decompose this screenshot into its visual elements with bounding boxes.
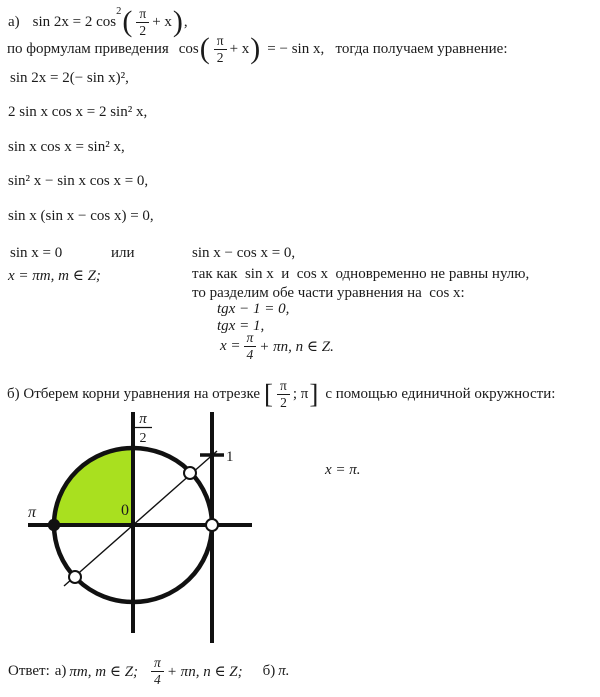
label-pi-over-2-den: 2 (139, 431, 147, 446)
equation-step-2: 2 sin x cos x = 2 sin² x, (8, 104, 148, 120)
reduction-line (7, 31, 508, 67)
interval-end: ; π (292, 385, 309, 402)
reduction-mid: + x (229, 40, 250, 57)
fraction-pi-over-2: $\frac{\pi}{2}$ (214, 33, 227, 64)
eq-a-comma: , (183, 13, 188, 30)
point-zero (206, 519, 218, 531)
note-line-1: так как sin x и cos x одновременно не равны нулю, (192, 266, 530, 282)
case-or-word: или (111, 245, 135, 261)
reduction-intro: по формулам приведения (7, 40, 169, 57)
equation-step-3: sin x cos x = sin² x, (8, 139, 125, 155)
equation-step-1: sin 2x = 2(− sin x)², (10, 70, 129, 86)
eq-a-pre: sin 2x = 2 cos (32, 13, 117, 30)
equation-step-5: sin x (sin x − cos x) = 0, (8, 208, 154, 224)
open-bracket: [ (264, 378, 274, 409)
answer-a-label: а) (54, 662, 67, 679)
solution-right-pre: x = (220, 337, 241, 354)
case-right-equation: sin x − cos x = 0, (192, 245, 296, 261)
note-line-2: то разделим обе части уравнения на cos x: (192, 285, 465, 301)
open-paren: ( (122, 5, 133, 38)
part-b-intro: б) Отберем корни уравнения на отрезке (7, 385, 261, 402)
close-bracket: ] (309, 378, 319, 409)
selected-root-note: x = π. (325, 462, 361, 478)
fraction-pi-over-2: $\frac{\pi}{2}$ (277, 378, 290, 409)
fraction-pi-over-2: $\frac{\pi}{2}$ (136, 6, 149, 37)
solution-left: x = πm, m ∈ Z; (8, 268, 101, 284)
point-5pi-over-4 (69, 571, 81, 583)
open-paren: ( (199, 32, 210, 65)
answer-a-value: πm, m ∈ Z; (69, 663, 139, 680)
point-pi-over-4 (184, 467, 196, 479)
close-paren: ) (172, 5, 183, 38)
fraction-pi-over-4: $\frac{\pi}{4}$ (151, 655, 164, 686)
eq-a-mid: + x (152, 13, 172, 30)
solution-right (220, 329, 334, 363)
case-left-equation: sin x = 0 (10, 245, 63, 261)
reduction-result: = − sin x, тогда получаем уравнение: (267, 40, 508, 57)
label-pi: π (28, 504, 37, 521)
label-one: 1 (226, 449, 234, 465)
label-pi-over-2-num: π (139, 411, 147, 427)
reduction-cos: cos (178, 40, 199, 57)
fraction-pi-over-4: $\frac{\pi}{4}$ (244, 330, 257, 361)
answer-line (8, 652, 290, 690)
answer-a-value-2: + πn, n ∈ Z; (166, 663, 243, 680)
tangent-equation-1: tgx − 1 = 0, (217, 301, 290, 317)
solution-right-post: + πn, n ∈ Z. (259, 338, 334, 355)
close-paren: ) (250, 32, 261, 65)
answer-label: Ответ: (8, 662, 50, 679)
eq-a-exponent: 2 (116, 6, 122, 17)
answer-b-value: π. (278, 662, 290, 679)
label-origin: 0 (121, 502, 129, 519)
unit-circle-diagram (18, 405, 348, 650)
tangent-equation-2: tgx = 1, (217, 318, 265, 334)
part-a-label: а) (8, 13, 20, 30)
part-b-outro: с помощью единичной окружности: (325, 385, 556, 402)
point-pi (48, 519, 60, 531)
answer-b-label: б) (262, 662, 276, 679)
equation-step-4: sin² x − sin x cos x = 0, (8, 173, 149, 189)
